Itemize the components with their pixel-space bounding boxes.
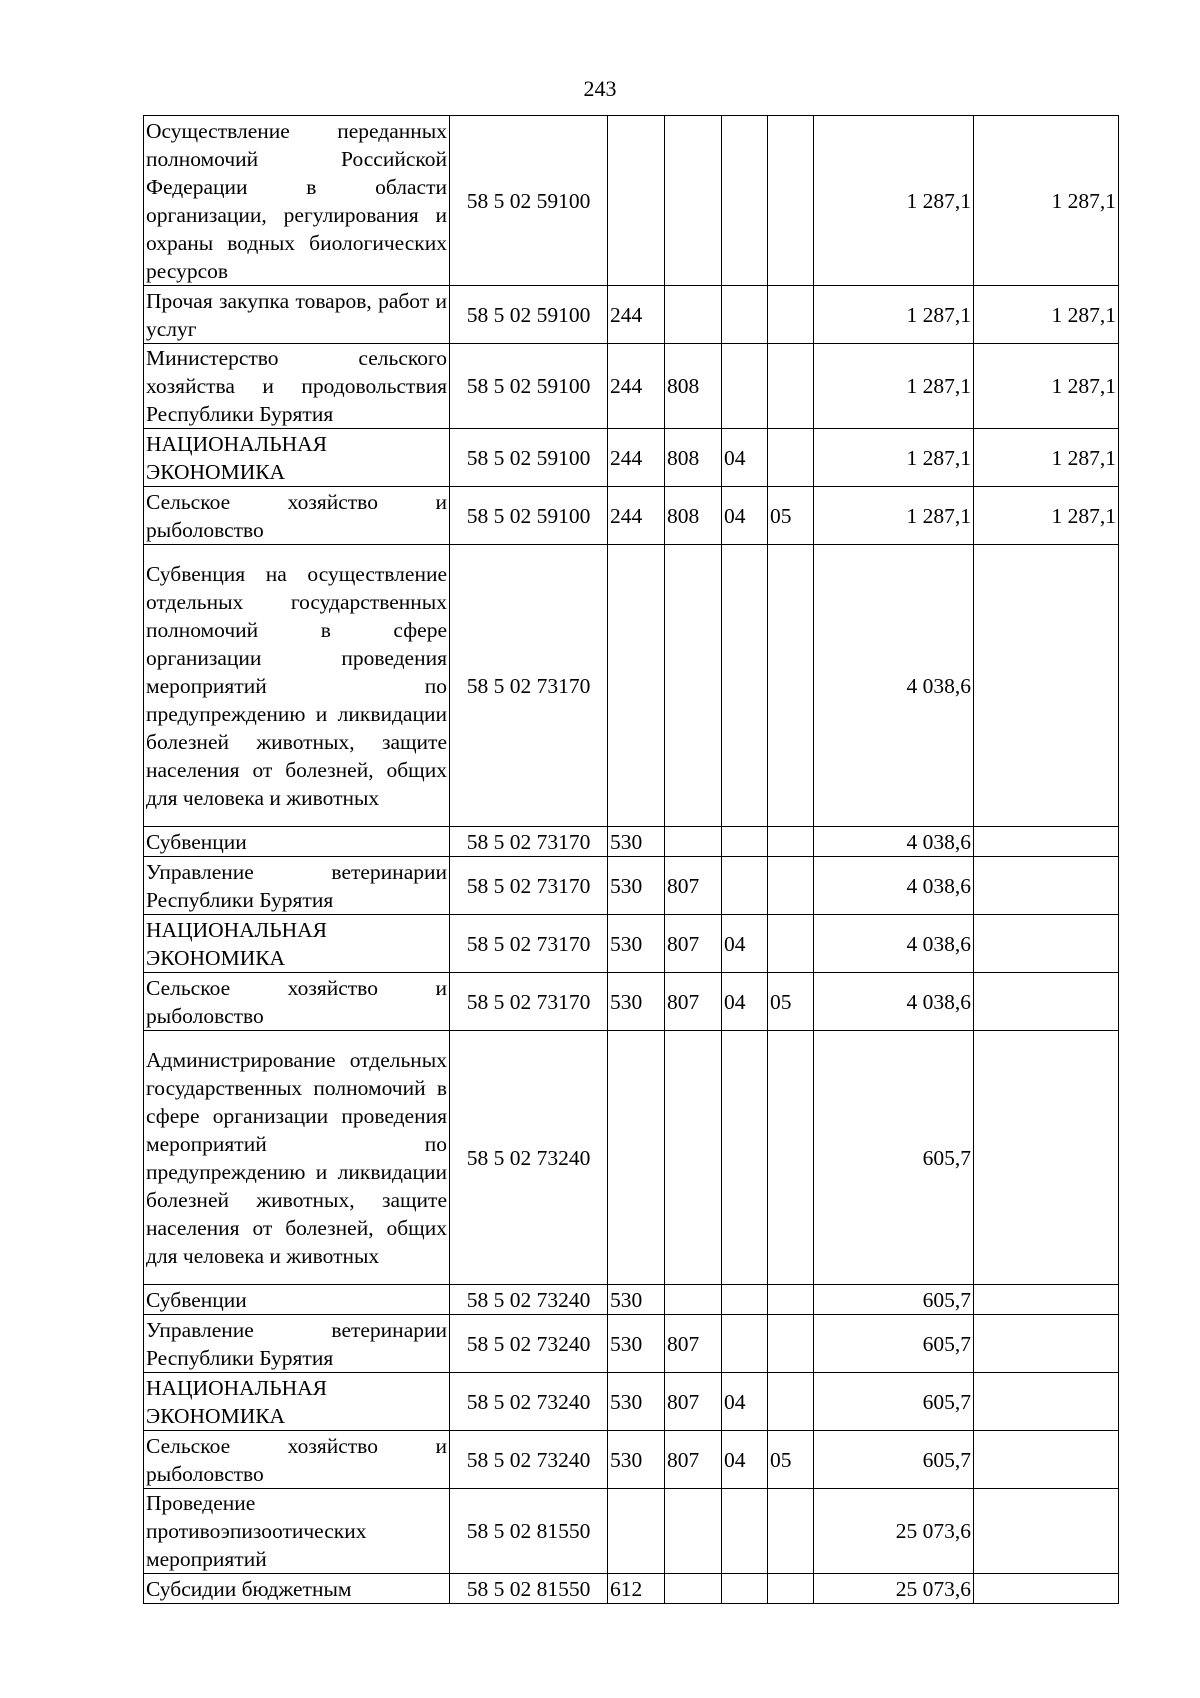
row-name-cell: Субсидии бюджетным	[144, 1574, 450, 1604]
table-row	[144, 827, 1119, 857]
row-grbs-cell: 807	[665, 1373, 722, 1431]
row-pr-cell	[768, 1031, 814, 1285]
row-rz-cell	[722, 545, 768, 827]
row-sum1-cell: 1 287,1	[814, 487, 974, 545]
row-pr-cell	[768, 1315, 814, 1373]
row-pr-cell	[768, 1373, 814, 1431]
budget-table	[143, 115, 1119, 1604]
row-sum2-cell	[974, 1031, 1119, 1285]
table-row	[144, 487, 1119, 545]
row-pr-cell	[768, 827, 814, 857]
row-pr-cell: 05	[768, 973, 814, 1031]
row-sum1-cell: 605,7	[814, 1315, 974, 1373]
row-sum1-cell: 605,7	[814, 1031, 974, 1285]
row-pr-cell	[768, 1285, 814, 1315]
row-sum2-cell	[974, 1489, 1119, 1574]
row-code-cell: 58 5 02 73240	[450, 1031, 608, 1285]
row-code-cell: 58 5 02 81550	[450, 1489, 608, 1574]
row-sum1-cell: 605,7	[814, 1373, 974, 1431]
row-grbs-cell	[665, 1285, 722, 1315]
row-grbs-cell	[665, 1489, 722, 1574]
table-row	[144, 857, 1119, 915]
row-vr-cell: 530	[608, 1285, 665, 1315]
row-name-cell: Управление ветеринарии Республики Бурятия	[144, 857, 450, 915]
row-name-cell: НАЦИОНАЛЬНАЯ ЭКОНОМИКА	[144, 429, 450, 487]
row-code-cell: 58 5 02 59100	[450, 116, 608, 286]
row-rz-cell	[722, 827, 768, 857]
row-name-cell: Прочая закупка товаров, работ и услуг	[144, 286, 450, 344]
row-sum1-cell: 4 038,6	[814, 827, 974, 857]
row-vr-cell: 530	[608, 973, 665, 1031]
row-grbs-cell: 807	[665, 857, 722, 915]
row-sum1-cell: 1 287,1	[814, 116, 974, 286]
row-name-cell: Субвенции	[144, 1285, 450, 1315]
row-name-cell: НАЦИОНАЛЬНАЯ ЭКОНОМИКА	[144, 1373, 450, 1431]
row-sum2-cell	[974, 827, 1119, 857]
row-vr-cell: 530	[608, 857, 665, 915]
row-pr-cell	[768, 429, 814, 487]
row-sum1-cell: 605,7	[814, 1285, 974, 1315]
row-pr-cell	[768, 286, 814, 344]
row-code-cell: 58 5 02 73170	[450, 915, 608, 973]
row-sum1-cell: 25 073,6	[814, 1574, 974, 1604]
row-rz-cell	[722, 1574, 768, 1604]
row-pr-cell	[768, 915, 814, 973]
row-code-cell: 58 5 02 59100	[450, 429, 608, 487]
row-name-cell: Администрирование отдельных государственных полномочий в сфере организации проведения мероприятий по предупреждению и ликвидации болезней животных, защите населения от болезней, общих для человека и животных	[144, 1031, 450, 1285]
row-sum2-cell	[974, 973, 1119, 1031]
row-grbs-cell: 808	[665, 344, 722, 429]
row-rz-cell	[722, 286, 768, 344]
row-rz-cell	[722, 857, 768, 915]
row-vr-cell	[608, 116, 665, 286]
row-code-cell: 58 5 02 59100	[450, 344, 608, 429]
row-pr-cell	[768, 116, 814, 286]
table-row	[144, 1315, 1119, 1373]
row-sum1-cell: 605,7	[814, 1431, 974, 1489]
row-code-cell: 58 5 02 59100	[450, 286, 608, 344]
row-vr-cell	[608, 1489, 665, 1574]
page-number: 243	[583, 76, 617, 101]
table-row	[144, 545, 1119, 827]
row-name-cell: Сельское хозяйство и рыболовство	[144, 1431, 450, 1489]
row-grbs-cell	[665, 1031, 722, 1285]
row-grbs-cell	[665, 827, 722, 857]
row-pr-cell	[768, 545, 814, 827]
row-grbs-cell: 808	[665, 429, 722, 487]
row-sum2-cell	[974, 1285, 1119, 1315]
table-row	[144, 1574, 1119, 1604]
row-pr-cell	[768, 344, 814, 429]
row-name-cell: Осуществление переданных полномочий Российской Федерации в области организации, регулирования и охраны водных биологических ресурсов	[144, 116, 450, 286]
row-sum2-cell: 1 287,1	[974, 116, 1119, 286]
row-vr-cell: 244	[608, 344, 665, 429]
row-sum1-cell: 25 073,6	[814, 1489, 974, 1574]
row-grbs-cell: 807	[665, 1431, 722, 1489]
row-grbs-cell	[665, 286, 722, 344]
row-sum2-cell	[974, 1315, 1119, 1373]
row-rz-cell: 04	[722, 915, 768, 973]
row-sum2-cell	[974, 915, 1119, 973]
row-rz-cell	[722, 116, 768, 286]
row-code-cell: 58 5 02 73240	[450, 1285, 608, 1315]
row-vr-cell: 612	[608, 1574, 665, 1604]
row-code-cell: 58 5 02 73240	[450, 1315, 608, 1373]
row-code-cell: 58 5 02 73170	[450, 545, 608, 827]
table-row	[144, 973, 1119, 1031]
row-rz-cell	[722, 344, 768, 429]
row-pr-cell	[768, 857, 814, 915]
row-rz-cell	[722, 1285, 768, 1315]
table-row	[144, 344, 1119, 429]
row-code-cell: 58 5 02 59100	[450, 487, 608, 545]
row-pr-cell	[768, 1574, 814, 1604]
row-sum2-cell	[974, 857, 1119, 915]
row-vr-cell: 530	[608, 1315, 665, 1373]
row-name-cell: Управление ветеринарии Республики Бурятия	[144, 1315, 450, 1373]
row-vr-cell	[608, 1031, 665, 1285]
row-rz-cell: 04	[722, 973, 768, 1031]
row-code-cell: 58 5 02 73170	[450, 973, 608, 1031]
row-rz-cell	[722, 1489, 768, 1574]
row-grbs-cell: 807	[665, 973, 722, 1031]
row-vr-cell: 244	[608, 487, 665, 545]
row-name-cell: Проведение противоэпизоотических мероприятий	[144, 1489, 450, 1574]
row-vr-cell	[608, 545, 665, 827]
row-vr-cell: 530	[608, 1373, 665, 1431]
row-name-cell: Субвенции	[144, 827, 450, 857]
row-sum2-cell	[974, 545, 1119, 827]
row-name-cell: Сельское хозяйство и рыболовство	[144, 973, 450, 1031]
table-row	[144, 116, 1119, 286]
row-sum1-cell: 4 038,6	[814, 915, 974, 973]
row-name-cell: Сельское хозяйство и рыболовство	[144, 487, 450, 545]
row-rz-cell: 04	[722, 1373, 768, 1431]
row-sum2-cell	[974, 1431, 1119, 1489]
table-row	[144, 915, 1119, 973]
row-sum2-cell: 1 287,1	[974, 286, 1119, 344]
row-rz-cell	[722, 1315, 768, 1373]
row-rz-cell: 04	[722, 487, 768, 545]
row-rz-cell	[722, 1031, 768, 1285]
row-sum1-cell: 1 287,1	[814, 344, 974, 429]
row-grbs-cell: 807	[665, 1315, 722, 1373]
row-vr-cell: 530	[608, 827, 665, 857]
table-row	[144, 429, 1119, 487]
row-code-cell: 58 5 02 81550	[450, 1574, 608, 1604]
row-sum2-cell: 1 287,1	[974, 429, 1119, 487]
row-sum1-cell: 1 287,1	[814, 286, 974, 344]
row-sum2-cell: 1 287,1	[974, 487, 1119, 545]
row-grbs-cell: 807	[665, 915, 722, 973]
row-code-cell: 58 5 02 73240	[450, 1431, 608, 1489]
row-vr-cell: 530	[608, 1431, 665, 1489]
row-pr-cell: 05	[768, 487, 814, 545]
row-name-cell: НАЦИОНАЛЬНАЯ ЭКОНОМИКА	[144, 915, 450, 973]
row-vr-cell: 244	[608, 429, 665, 487]
table-row	[144, 1373, 1119, 1431]
table-row	[144, 1431, 1119, 1489]
row-rz-cell: 04	[722, 1431, 768, 1489]
row-grbs-cell: 808	[665, 487, 722, 545]
table-body	[144, 116, 1119, 1604]
table-row	[144, 1489, 1119, 1574]
row-grbs-cell	[665, 545, 722, 827]
row-sum2-cell: 1 287,1	[974, 344, 1119, 429]
table-row	[144, 1031, 1119, 1285]
row-sum2-cell	[974, 1574, 1119, 1604]
table-row	[144, 286, 1119, 344]
row-name-cell: Субвенция на осуществление отдельных государственных полномочий в сфере организации проведения мероприятий по предупреждению и ликвидации болезней животных, защите населения от болезней, общих для человека и животных	[144, 545, 450, 827]
row-pr-cell: 05	[768, 1431, 814, 1489]
row-vr-cell: 530	[608, 915, 665, 973]
row-sum1-cell: 4 038,6	[814, 545, 974, 827]
row-code-cell: 58 5 02 73170	[450, 857, 608, 915]
row-sum1-cell: 1 287,1	[814, 429, 974, 487]
row-code-cell: 58 5 02 73170	[450, 827, 608, 857]
row-pr-cell	[768, 1489, 814, 1574]
row-sum1-cell: 4 038,6	[814, 973, 974, 1031]
row-name-cell: Министерство сельского хозяйства и продовольствия Республики Бурятия	[144, 344, 450, 429]
row-grbs-cell	[665, 1574, 722, 1604]
row-rz-cell: 04	[722, 429, 768, 487]
row-code-cell: 58 5 02 73240	[450, 1373, 608, 1431]
row-vr-cell: 244	[608, 286, 665, 344]
row-grbs-cell	[665, 116, 722, 286]
row-sum1-cell: 4 038,6	[814, 857, 974, 915]
row-sum2-cell	[974, 1373, 1119, 1431]
table-row	[144, 1285, 1119, 1315]
